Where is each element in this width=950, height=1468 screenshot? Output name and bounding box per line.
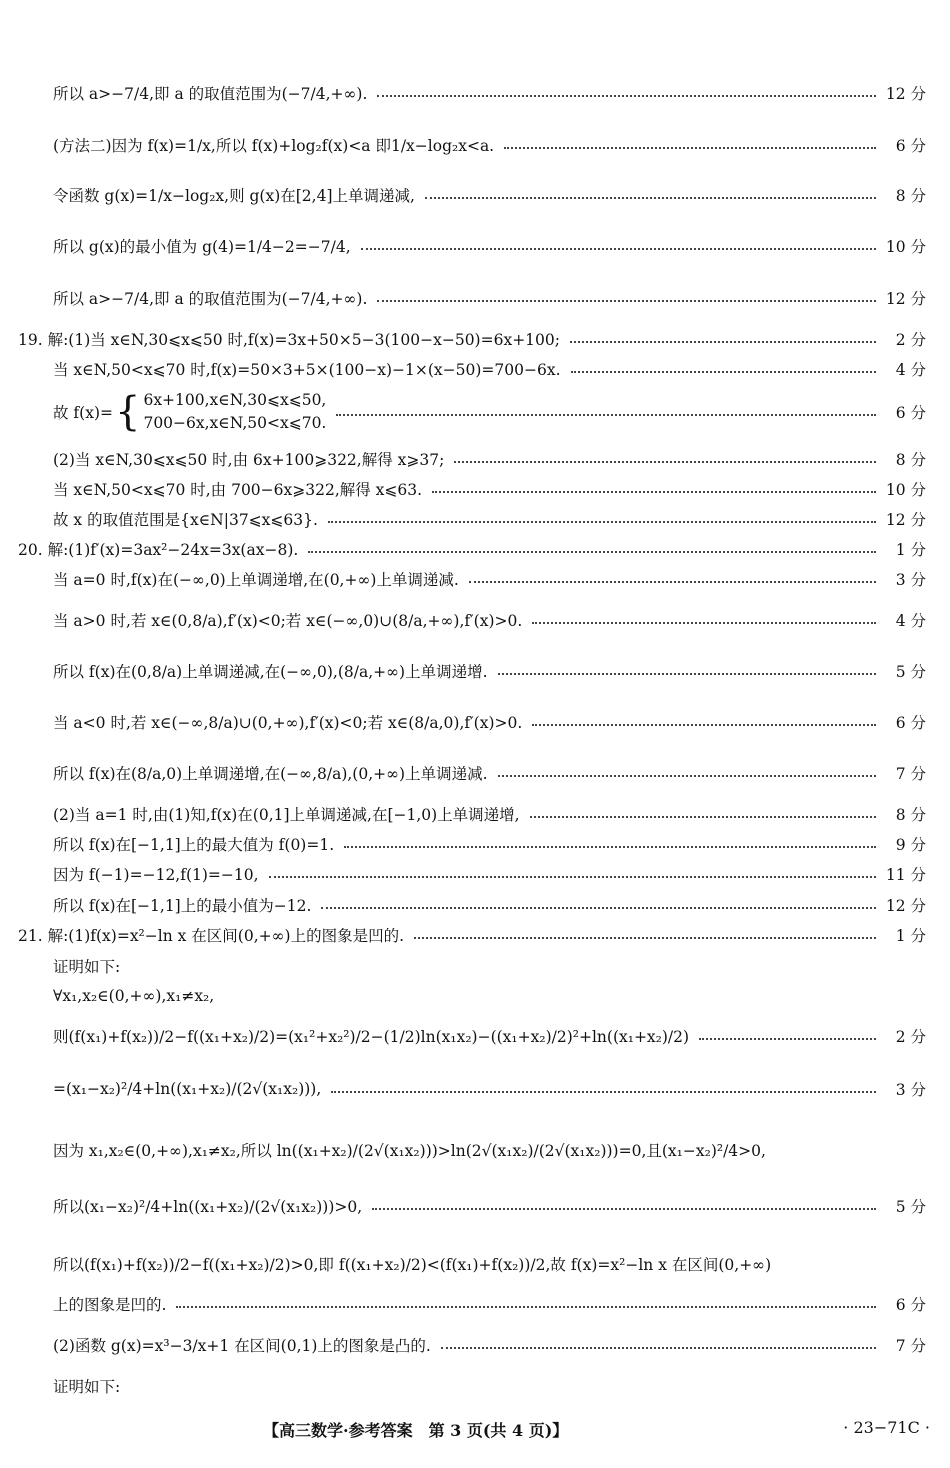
answer-text: 21. 解:(1)f(x)=x²−ln x 在区间(0,+∞)上的图象是凹的. <box>18 927 405 945</box>
page-footer <box>0 1414 950 1444</box>
leader-dots <box>344 846 876 848</box>
answer-text: 所以 g(x)的最小值为 g(4)=1/4−2=−7/4, <box>53 238 351 256</box>
answer-line <box>0 606 950 634</box>
answer-text: =(x₁−x₂)²/4+ln((x₁+x₂)/(2√(x₁x₂))), <box>53 1080 322 1098</box>
answer-text: 证明如下: <box>53 958 121 976</box>
answer-line <box>0 325 950 353</box>
leader-dots <box>269 876 876 878</box>
answer-text: 则(f(x₁)+f(x₂))/2−f((x₁+x₂)/2)=(x₁²+x₂²)/2−(1/2)ln(x₁x₂)−((x₁+x₂)/2)²+ln((x₁+x₂)/2) <box>53 1028 690 1046</box>
leader-dots <box>498 775 876 777</box>
leader-dots <box>530 816 876 818</box>
answer-line <box>0 131 950 159</box>
score-label: 10 分 <box>885 481 926 499</box>
score-label: 6 分 <box>895 404 926 422</box>
leader-dots <box>336 414 876 416</box>
answer-text: 所以 f(x)在(0,8/a)上单调递减,在(−∞,0),(8/a,+∞)上单调递增. <box>53 663 488 681</box>
score-label: 8 分 <box>895 451 926 469</box>
leader-dots <box>504 147 876 149</box>
answer-line <box>0 1331 950 1359</box>
score-label: 6 分 <box>895 714 926 732</box>
leader-dots <box>570 341 876 343</box>
score-label: 3 分 <box>895 571 926 589</box>
score-label: 12 分 <box>885 511 926 529</box>
leader-dots <box>532 622 876 624</box>
score-label: 9 分 <box>895 836 926 854</box>
score-label: 6 分 <box>895 137 926 155</box>
score-label: 2 分 <box>895 1028 926 1046</box>
answer-line <box>0 181 950 209</box>
answer-line <box>0 1250 950 1278</box>
answer-line <box>0 1290 950 1318</box>
answer-line <box>0 860 950 888</box>
answer-text: 20. 解:(1)f′(x)=3ax²−24x=3x(ax−8). <box>18 541 299 559</box>
answer-text: 证明如下: <box>53 1378 121 1396</box>
score-label: 8 分 <box>895 187 926 205</box>
piecewise-lead: 故 f(x)= <box>53 404 113 422</box>
answer-text: 当 a<0 时,若 x∈(−∞,8/a)∪(0,+∞),f′(x)<0;若 x∈(8/a,0),f′(x)>0. <box>53 714 523 732</box>
answer-text: 所以 f(x)在[−1,1]上的最大值为 f(0)=1. <box>53 836 335 854</box>
piecewise-row: 700−6x,x∈N,50<x⩽70. <box>143 414 327 432</box>
score-label: 2 分 <box>895 331 926 349</box>
score-label: 5 分 <box>895 663 926 681</box>
answer-line <box>0 982 950 1010</box>
answer-line <box>0 952 950 980</box>
answer-text: (2)函数 g(x)=x³−3/x+1 在区间(0,1)上的图象是凸的. <box>53 1337 431 1355</box>
answer-line <box>0 355 950 383</box>
answer-text: (2)当 a=1 时,由(1)知,f(x)在(0,1]上单调递减,在[−1,0)上单调递增, <box>53 806 520 824</box>
answer-text: (2)当 x∈N,30⩽x⩽50 时,由 6x+100⩾322,解得 x⩾37; <box>53 451 445 469</box>
answer-text: 上的图象是凹的. <box>53 1296 167 1314</box>
leader-dots <box>377 95 876 97</box>
answer-text: 所以 f(x)在[−1,1]上的最小值为−12. <box>53 897 312 915</box>
score-label: 10 分 <box>885 238 926 256</box>
answer-text: 所以(x₁−x₂)²/4+ln((x₁+x₂)/(2√(x₁x₂)))>0, <box>53 1198 363 1216</box>
answer-line <box>0 830 950 858</box>
leader-dots <box>331 1091 876 1093</box>
leader-dots <box>176 1306 876 1308</box>
leader-dots <box>361 248 876 250</box>
score-label: 8 分 <box>895 806 926 824</box>
piecewise-row: 6x+100,x∈N,30⩽x⩽50, <box>143 390 327 409</box>
answer-line <box>0 505 950 533</box>
leader-dots <box>432 491 876 493</box>
leader-dots <box>571 371 876 373</box>
answer-line <box>0 1372 950 1400</box>
footer-title: 【高三数学·参考答案 第 3 页(共 4 页)】 <box>263 1421 569 1440</box>
leader-dots <box>425 197 876 199</box>
score-label: 4 分 <box>895 361 926 379</box>
leader-dots <box>321 907 876 909</box>
answer-line <box>0 921 950 949</box>
answer-text: 令函数 g(x)=1/x−log₂x,则 g(x)在[2,4]上单调递减, <box>53 187 415 205</box>
score-label: 5 分 <box>895 1198 926 1216</box>
leader-dots <box>372 1208 876 1210</box>
answer-line <box>0 565 950 593</box>
score-label: 12 分 <box>885 897 926 915</box>
score-label: 1 分 <box>895 541 926 559</box>
footer-code: · 23−71C · <box>843 1418 930 1437</box>
answer-line <box>0 1136 950 1164</box>
leader-dots <box>377 300 876 302</box>
answer-text: (方法二)因为 f(x)=1/x,所以 f(x)+log₂f(x)<a 即1/x−log₂x<a. <box>53 137 495 155</box>
piecewise-brace: { 6x+100,x∈N,30⩽x⩽50, 700−6x,x∈N,50<x⩽70. <box>115 389 327 435</box>
answer-line <box>0 1022 950 1050</box>
answer-line <box>0 475 950 503</box>
answer-line <box>0 535 950 563</box>
answer-text <box>0 389 326 436</box>
answer-line <box>0 657 950 685</box>
answer-line <box>0 1192 950 1220</box>
score-label: 1 分 <box>895 927 926 945</box>
leader-dots <box>328 521 876 523</box>
answer-text: 所以 a>−7/4,即 a 的取值范围为(−7/4,+∞). <box>53 85 368 103</box>
leader-dots <box>441 1347 876 1349</box>
answer-line <box>0 388 950 436</box>
answer-line <box>0 708 950 736</box>
leader-dots <box>454 461 876 463</box>
answer-line <box>0 232 950 260</box>
answer-text: 因为 x₁,x₂∈(0,+∞),x₁≠x₂,所以 ln((x₁+x₂)/(2√(x₁x₂)))>ln(2√(x₁x₂)/(2√(x₁x₂)))=0,且(x₁−x₂)²/4>0, <box>53 1142 766 1160</box>
answer-text: ∀x₁,x₂∈(0,+∞),x₁≠x₂, <box>53 987 215 1005</box>
answer-text: 19. 解:(1)当 x∈N,30⩽x⩽50 时,f(x)=3x+50×5−3(100−x−50)=6x+100; <box>18 331 560 349</box>
leader-dots <box>414 937 876 939</box>
answer-line <box>0 445 950 473</box>
leader-dots <box>498 673 876 675</box>
leader-dots <box>699 1038 876 1040</box>
answer-line <box>0 79 950 107</box>
score-label: 7 分 <box>895 765 926 783</box>
score-label: 3 分 <box>895 1081 926 1099</box>
answer-line <box>0 891 950 919</box>
leader-dots <box>308 551 876 553</box>
answer-text: 所以 f(x)在(8/a,0)上单调递增,在(−∞,8/a),(0,+∞)上单调递减. <box>53 765 488 783</box>
answer-text: 因为 f(−1)=−12,f(1)=−10, <box>53 866 259 884</box>
score-label: 12 分 <box>885 290 926 308</box>
answer-text: 当 a>0 时,若 x∈(0,8/a),f′(x)<0;若 x∈(−∞,0)∪(8/a,+∞),f′(x)>0. <box>53 612 523 630</box>
leader-dots <box>469 581 876 583</box>
answer-line <box>0 284 950 312</box>
answer-text: 当 x∈N,50<x⩽70 时,f(x)=50×3+5×(100−x)−1×(x−50)=700−6x. <box>53 361 561 379</box>
answer-text: 当 x∈N,50<x⩽70 时,由 700−6x⩾322,解得 x⩽63. <box>53 481 423 499</box>
answer-text: 所以(f(x₁)+f(x₂))/2−f((x₁+x₂)/2)>0,即 f((x₁+x₂)/2)<(f(x₁)+f(x₂))/2,故 f(x)=x²−ln x 在区间(0,+∞) <box>53 1256 772 1274</box>
leader-dots <box>532 724 876 726</box>
score-label: 6 分 <box>895 1296 926 1314</box>
answer-text: 故 x 的取值范围是{x∈N|37⩽x⩽63}. <box>53 511 318 529</box>
answer-text: 所以 a>−7/4,即 a 的取值范围为(−7/4,+∞). <box>53 290 368 308</box>
score-label: 12 分 <box>885 85 926 103</box>
answer-line <box>0 759 950 787</box>
score-label: 4 分 <box>895 612 926 630</box>
answer-text: 当 a=0 时,f(x)在(−∞,0)上单调递增,在(0,+∞)上单调递减. <box>53 571 459 589</box>
answer-line <box>0 800 950 828</box>
score-label: 11 分 <box>885 866 926 884</box>
answer-line <box>0 1075 950 1103</box>
score-label: 7 分 <box>895 1337 926 1355</box>
